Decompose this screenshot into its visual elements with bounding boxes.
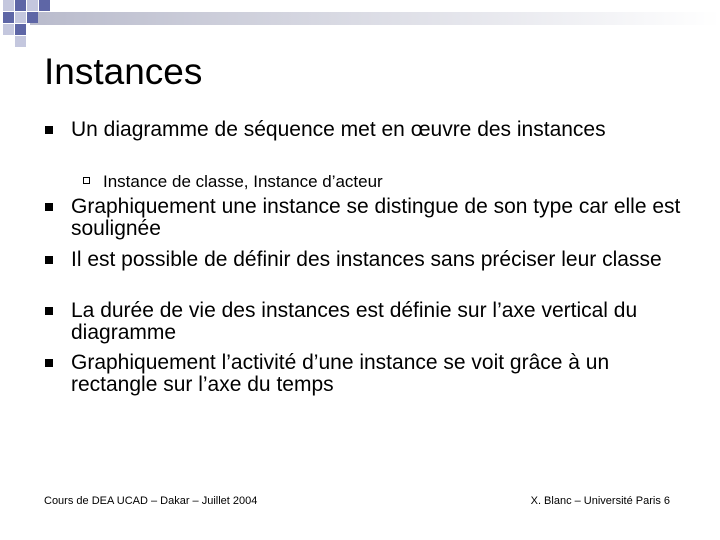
square-bullet-icon [45, 256, 53, 264]
header-decoration [0, 0, 720, 50]
sub-bullet-item [103, 172, 383, 192]
bullet-item [71, 249, 691, 271]
footer-course-info: Cours de DEA UCAD – Dakar – Juillet 2004 [44, 495, 258, 507]
bullet-item [71, 196, 691, 240]
square-bullet-icon [45, 203, 53, 211]
footer-author: X. Blanc – Université Paris 6 [530, 495, 670, 507]
bullet-item [71, 300, 691, 344]
square-bullet-icon [45, 307, 53, 315]
square-bullet-icon [45, 126, 53, 134]
hollow-square-bullet-icon [83, 177, 90, 184]
sub-bullet-text: Instance de classe, Instance d’acteur [103, 172, 383, 191]
bullet-item [71, 119, 691, 141]
header-gradient-bar [30, 12, 720, 25]
bullet-text: Un diagramme de séquence met en œuvre des instances [71, 118, 606, 141]
bullet-item [71, 352, 691, 396]
bullet-text: Graphiquement l’activité d’une instance se voit grâce à un rectangle sur l’axe du temps [71, 351, 610, 396]
square-bullet-icon [45, 359, 53, 367]
bullet-text: La durée de vie des instances est définie sur l’axe vertical du diagramme [71, 299, 638, 344]
bullet-text: Il est possible de définir des instances sans préciser leur classe [71, 248, 662, 271]
slide-title: Instances [44, 51, 203, 92]
bullet-text: Graphiquement une instance se distingue de son type car elle est soulignée [71, 195, 681, 240]
